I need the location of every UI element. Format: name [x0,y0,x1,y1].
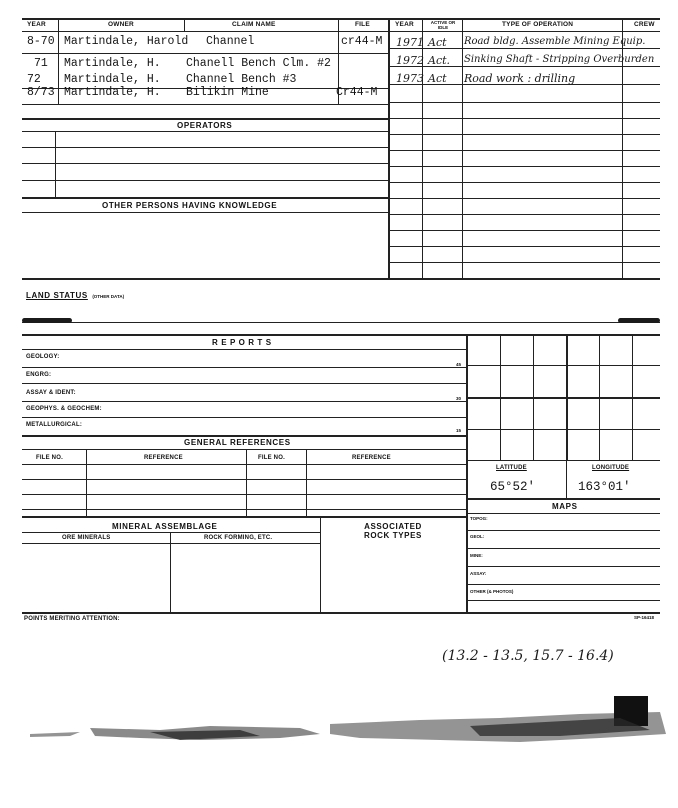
mineral-subheader-line [22,532,320,533]
maps-header-line [466,513,660,514]
ops-line-11 [389,214,660,215]
land-status-bottom [22,334,660,336]
land-status-subtitle: (OTHER DATA) [92,294,125,299]
owner-row-2-claim: Chanell Bench Clm. #2 [186,57,331,70]
refs-reference-2: REFERENCE [352,455,391,461]
form-number: SP-16418 [634,615,655,620]
refs-reference: REFERENCE [144,455,183,461]
header-bottom-line [22,31,660,32]
ore-minerals-label: ORE MINERALS [62,535,111,541]
ops-line-12 [389,230,660,231]
header-file: FILE [355,21,370,28]
longitude-value: 163°01' [578,480,631,494]
owner-row-2-year: 71 [34,57,48,70]
refs-row-3 [22,509,466,510]
report-scale-15: 15 [456,428,462,433]
refs-header-top [22,449,466,450]
refs-col-3 [306,449,307,516]
report-geology: GEOLOGY: [26,354,60,360]
right-grid-row-3 [466,429,660,430]
maps-geol: GEOL: [470,534,485,539]
ops-line-4 [389,102,660,103]
rock-forming-label: ROCK FORMING, ETC. [204,535,273,541]
mineral-assemblage-heading: MINERAL ASSEMBLAGE [112,522,218,531]
owner-table-divider [22,53,388,54]
op-row-3-status: Act [428,72,447,85]
right-grid-row-4 [466,460,660,461]
owner-row-2-owner: Martindale, H. [64,57,161,70]
mineral-col-1 [170,532,171,612]
reports-heading: R E P O R T S [212,338,272,347]
coords-divider [566,460,567,498]
report-assay: ASSAY & IDENT: [26,390,76,396]
report-line-3 [22,401,466,402]
operators-left-mark [55,131,56,197]
op-row-1-type: Road bldg. Assemble Mining Equip. [464,36,646,47]
land-status-smudge-left [22,318,72,323]
owner-claim-divider [184,18,185,31]
right-grid-row-2 [466,397,660,399]
ops-line-7 [389,150,660,151]
land-status-title: LAND STATUS [26,291,88,300]
ops-status-divider [462,18,463,278]
maps-line-4 [466,584,660,585]
latitude-value: 65°52' [490,480,536,494]
header-claim-name: CLAIM NAME [232,21,276,28]
bottom-main-divider [466,334,468,612]
top-border [22,18,660,20]
header-owner: OWNER [108,21,134,28]
owner-row-4-claim: Bilikin Mine [186,86,269,99]
scan-smudge [0,690,678,770]
latitude-label: LATITUDE [496,465,527,471]
other-persons-heading: OTHER PERSONS HAVING KNOWLEDGE [102,201,278,210]
op-row-1-status: Act [428,36,447,49]
owner-row-4-owner: Martindale, H. [64,86,161,99]
op-row-1-year: 1971 [396,36,424,49]
main-divider [388,18,390,278]
points-meriting-attention: POINTS MERITING ATTENTION: [24,616,120,622]
operators-row-3 [22,180,388,181]
owner-year-divider [58,18,59,104]
associated-rock-types-heading: ASSOCIATED ROCK TYPES [363,522,422,540]
operators-row-2 [22,163,388,164]
reports-bottom [22,435,466,437]
report-metallurgical: METALLURGICAL: [26,422,83,428]
report-engrg: ENGRG: [26,372,52,378]
top-section-bottom [22,278,660,280]
report-scale-45: 45 [456,362,462,367]
maps-other: OTHER (& PHOTOS) [470,589,514,594]
owner-row-1-claim: Channel [206,35,255,48]
maps-assay: ASSAY: [470,571,487,576]
mineral-col-2 [320,516,321,612]
owner-row-4-file: Cr44-M [336,86,378,99]
refs-col-2 [246,449,247,516]
operators-heading: OPERATORS [177,121,233,130]
report-line-2 [22,383,466,384]
other-persons-top [22,197,388,199]
owner-rows-bottom [22,104,388,105]
report-line-1 [22,367,466,368]
owner-row-1-year: 8-70 [27,35,55,48]
maps-line-5 [466,600,660,601]
reports-header-line [22,349,466,350]
land-status-heading [26,285,124,303]
report-geophys: GEOPHYS. & GEOCHEM: [26,406,102,412]
owner-row-3-claim: Channel Bench #3 [186,73,297,86]
maps-line-1 [466,530,660,531]
operators-row-1 [22,147,388,148]
ops-line-14 [389,262,660,263]
op-row-3-type: Road work : drilling [464,72,576,85]
refs-bottom [22,516,466,518]
refs-col-1 [86,449,87,516]
refs-row-1 [22,479,466,480]
maps-line-2 [466,548,660,549]
maps-line-3 [466,566,660,567]
ops-line-13 [389,246,660,247]
ops-line-8 [389,166,660,167]
right-grid-row-1 [466,365,660,366]
longitude-label: LONGITUDE [592,465,630,471]
refs-file-no-2: FILE NO. [258,455,285,461]
land-status-line [22,322,660,323]
operators-top-line [22,118,388,120]
owner-row-1-file: cr44-M [341,35,383,48]
op-row-2-type: Sinking Shaft - Stripping Overburden [464,54,655,65]
other-persons-header-line [22,212,388,213]
maps-heading: MAPS [552,502,578,511]
ops-line-5 [389,118,660,119]
header-type-of-operation: TYPE OF OPERATION [502,21,574,28]
refs-row-2 [22,494,466,495]
maps-mine: MINE: [470,553,483,558]
handwritten-note: (13.2 - 13.5, 15.7 - 16.4) [442,648,614,664]
refs-header-bottom [22,464,466,465]
maps-topog: TOPOG: [470,516,488,521]
header-crew: CREW [634,21,655,28]
owner-row-4-year: 8/73 [27,86,55,99]
header-active-or-idle: ACTIVE OR IDLE [430,20,456,30]
owner-row-1-owner: Martindale, Harold [64,35,189,48]
header-year: YEAR [27,21,46,28]
op-row-2-status: Act. [428,54,451,67]
coords-bottom [466,498,660,500]
land-status-smudge-right [618,318,660,323]
mineral-header-bottom [22,543,320,544]
operators-header-line [22,131,388,132]
refs-file-no: FILE NO. [36,455,63,461]
owner-row-3-year: 72 [27,73,41,86]
op-row-3-year: 1973 [396,72,424,85]
bottom-form-line [22,612,660,614]
owner-row-3-owner: Martindale, H. [64,73,161,86]
general-references-heading: GENERAL REFERENCES [184,438,291,447]
op-row-2-year: 1972 [396,54,424,67]
header-year-2: YEAR [395,21,414,28]
report-line-4 [22,417,466,418]
ops-line-10 [389,198,660,199]
ops-line-9 [389,182,660,183]
ops-line-6 [389,134,660,135]
report-scale-30: 30 [456,396,462,401]
